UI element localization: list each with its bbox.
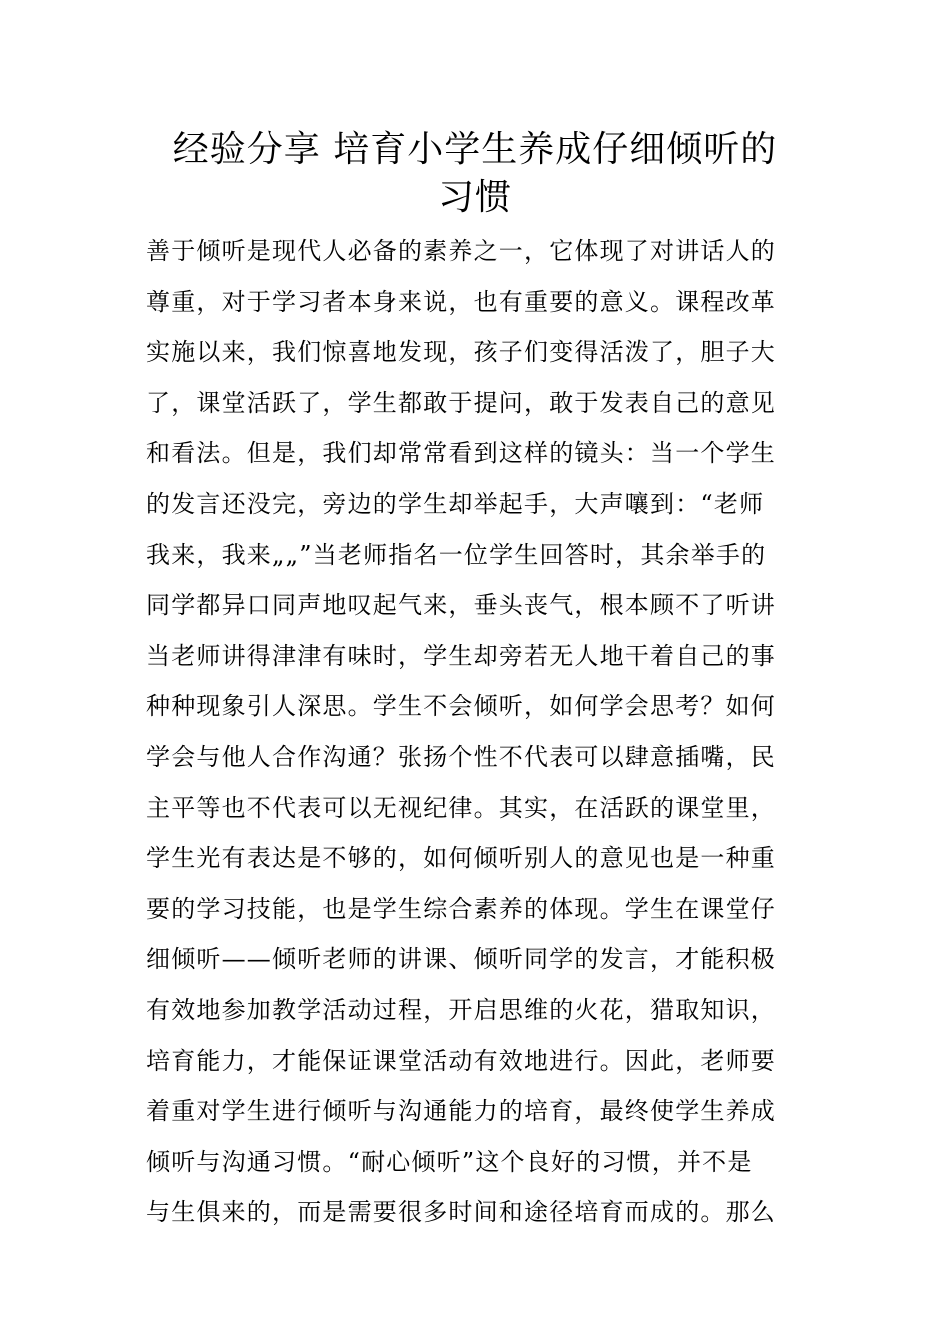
body-line: 我来，我来„„”当老师指名一位学生回答时，其余举手的 [146,540,767,569]
body-line: 倾听与沟通习惯。“耐心倾听”这个良好的习惯，并不是 [146,1147,753,1176]
body-line: 学会与他人合作沟通？张扬个性不代表可以肆意插嘴，民 [146,742,776,771]
document-body [146,226,816,1238]
body-line: 当老师讲得津津有味时，学生却旁若无人地干着自己的事 [146,641,776,670]
title-line: 习惯 [437,177,512,218]
body-line: 有效地参加教学活动过程，开启思维的火花，猎取知识， [146,995,776,1024]
document-title [120,126,830,222]
body-line: 主平等也不代表可以无视纪律。其实，在活跃的课堂里， [146,793,776,822]
body-line: 善于倾听是现代人必备的素养之一，它体现了对讲话人的 [146,237,776,265]
body-line: 着重对学生进行倾听与沟通能力的培育，最终使学生养成 [146,1097,776,1126]
body-line: 要的学习技能，也是学生综合素养的体现。学生在课堂仔 [146,894,776,923]
body-line: 同学都异口同声地叹起气来，垂头丧气，根本顾不了听讲 [146,591,776,620]
body-line: 种种现象引人深思。学生不会倾听，如何学会思考？如何 [146,692,776,721]
body-line: 与生俱来的，而是需要很多时间和途径培育而成的。那么 [146,1198,776,1227]
title-line: 经验分享 培育小学生养成仔细倾听的 [172,129,778,170]
body-line: 细倾听——倾听老师的讲课、倾听同学的发言，才能积极 [146,945,776,974]
body-line: 实施以来，我们惊喜地发现，孩子们变得活泼了，胆子大 [146,338,776,367]
body-line: 学生光有表达是不够的，如何倾听别人的意见也是一种重 [146,844,776,873]
body-line: 了，课堂活跃了，学生都敢于提问，敢于发表自己的意见 [146,388,776,417]
body-line: 和看法。但是，我们却常常看到这样的镜头：当一个学生 [146,439,776,468]
body-line: 尊重，对于学习者本身来说，也有重要的意义。课程改革 [146,287,776,316]
body-line: 的发言还没完，旁边的学生却举起手，大声嚷到：“老师 [146,489,765,518]
body-line: 培育能力，才能保证课堂活动有效地进行。因此，老师要 [146,1046,776,1075]
